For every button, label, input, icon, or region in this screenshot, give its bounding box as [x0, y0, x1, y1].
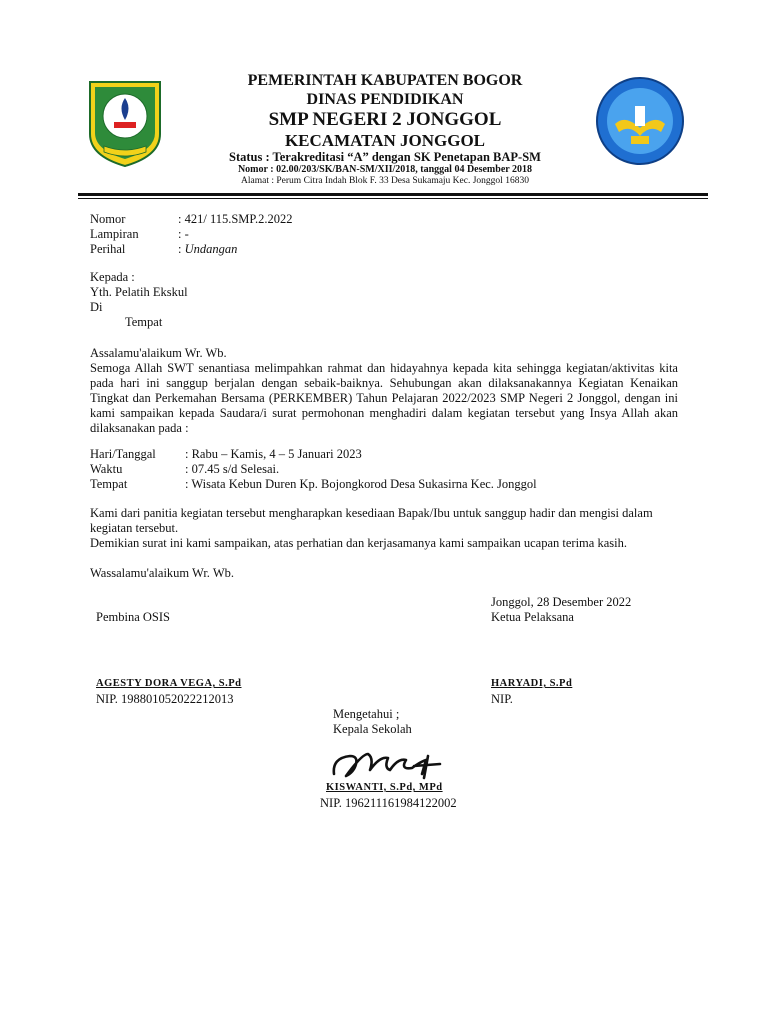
lampiran-value: : -: [178, 227, 189, 241]
letter-date: Jonggol, 28 Desember 2022: [491, 595, 632, 609]
header-address: Alamat : Perum Citra Indah Blok F. 33 Desa Sukamaju Kec. Jonggol 16830: [241, 176, 529, 186]
closing-paragraph-1: Kami dari panitia kegiatan tersebut mengharapkan kesediaan Bapak/Ibu untuk sanggup hadir dan mengisi dalam kegiatan tersebut.: [90, 506, 653, 535]
perihal-colon: :: [178, 242, 185, 256]
nomor-value: : 421/ 115.SMP.2.2022: [178, 212, 293, 226]
waktu-value: : 07.45 s/d Selesai.: [185, 462, 280, 476]
left-signer-name: AGESTY DORA VEGA, S.Pd: [96, 678, 242, 689]
header-government: PEMERINTAH KABUPATEN BOGOR: [247, 72, 523, 89]
waktu-label: Waktu: [90, 462, 123, 476]
perihal-subject: Undangan: [184, 242, 238, 256]
principal-nip: NIP. 196211161984122002: [320, 796, 457, 810]
principal-signature: [328, 748, 450, 782]
tempat-label: Tempat: [125, 315, 163, 329]
recipient: Yth. Pelatih Ekskul: [90, 285, 188, 299]
principal-name: KISWANTI, S.Pd, MPd: [326, 782, 443, 793]
hari-value: : Rabu – Kamis, 4 – 5 Januari 2023: [185, 447, 362, 461]
right-signer-nip: NIP.: [491, 692, 513, 706]
header-district: KECAMATAN JONGGOL: [284, 131, 486, 150]
header-school-name: SMP NEGERI 2 JONGGOL: [268, 109, 502, 130]
di-label: Di: [90, 300, 103, 314]
right-signer-role: Ketua Pelaksana: [491, 610, 574, 624]
mengetahui-label: Mengetahui ;: [333, 707, 400, 721]
greeting: Assalamu'alaikum Wr. Wb.: [90, 346, 227, 360]
hari-label: Hari/Tanggal: [90, 447, 156, 461]
principal-role: Kepala Sekolah: [333, 722, 412, 736]
kepada-label: Kepada :: [90, 270, 135, 284]
smp-negeri-2-jonggol-logo: [595, 76, 685, 166]
header-divider-thick: [78, 193, 708, 196]
header-department: DINAS PENDIDIKAN: [306, 91, 464, 108]
nomor-label: Nomor: [90, 212, 126, 226]
closing-salam: Wassalamu'alaikum Wr. Wb.: [90, 566, 235, 580]
header-divider-thin: [78, 198, 708, 199]
closing-paragraph-2: Demikian surat ini kami sampaikan, atas perhatian dan kerjasamanya kami sampaikan ucapan terima kasih.: [90, 536, 627, 550]
lampiran-label: Lampiran: [90, 227, 139, 241]
left-signer-nip: NIP. 198801052022212013: [96, 692, 234, 706]
tempat-event-label: Tempat: [90, 477, 128, 491]
right-signer-name: HARYADI, S.Pd: [491, 678, 573, 689]
left-signer-role: Pembina OSIS: [96, 610, 170, 624]
perihal-label: Perihal: [90, 242, 126, 256]
tempat-event-value: : Wisata Kebun Duren Kp. Bojongkorod Desa Sukasirna Kec. Jonggol: [185, 477, 537, 491]
kabupaten-bogor-logo: [86, 76, 164, 168]
perihal-value: [178, 242, 237, 257]
body-paragraph: Semoga Allah SWT senantiasa melimpahkan rahmat dan hidayahnya kepada kita sehingga kegiatan/aktivitas kita pada hari ini sanggup berjalan dengan sebaik-baiknya. Sehubungan akan dilaksanakannya Kegiatan Kenaikan Tingkat dan Perkemahan Bersama (PERKEMBER) Tahun Pelajaran 2022/2023 SMP Negeri 2 Jonggol, dengan ini kami sampaikan kepada Saudara/i surat permohonan menghadiri dalam kegiatan tersebut yang Insya Allah akan dilaksanakan pada :: [90, 361, 678, 435]
header-decree-number: Nomor : 02.00/203/SK/BAN-SM/XII/2018, tanggal 04 Desember 2018: [237, 164, 533, 175]
header-accreditation: Status : Terakreditasi “A” dengan SK Penetapan BAP-SM: [229, 150, 541, 164]
